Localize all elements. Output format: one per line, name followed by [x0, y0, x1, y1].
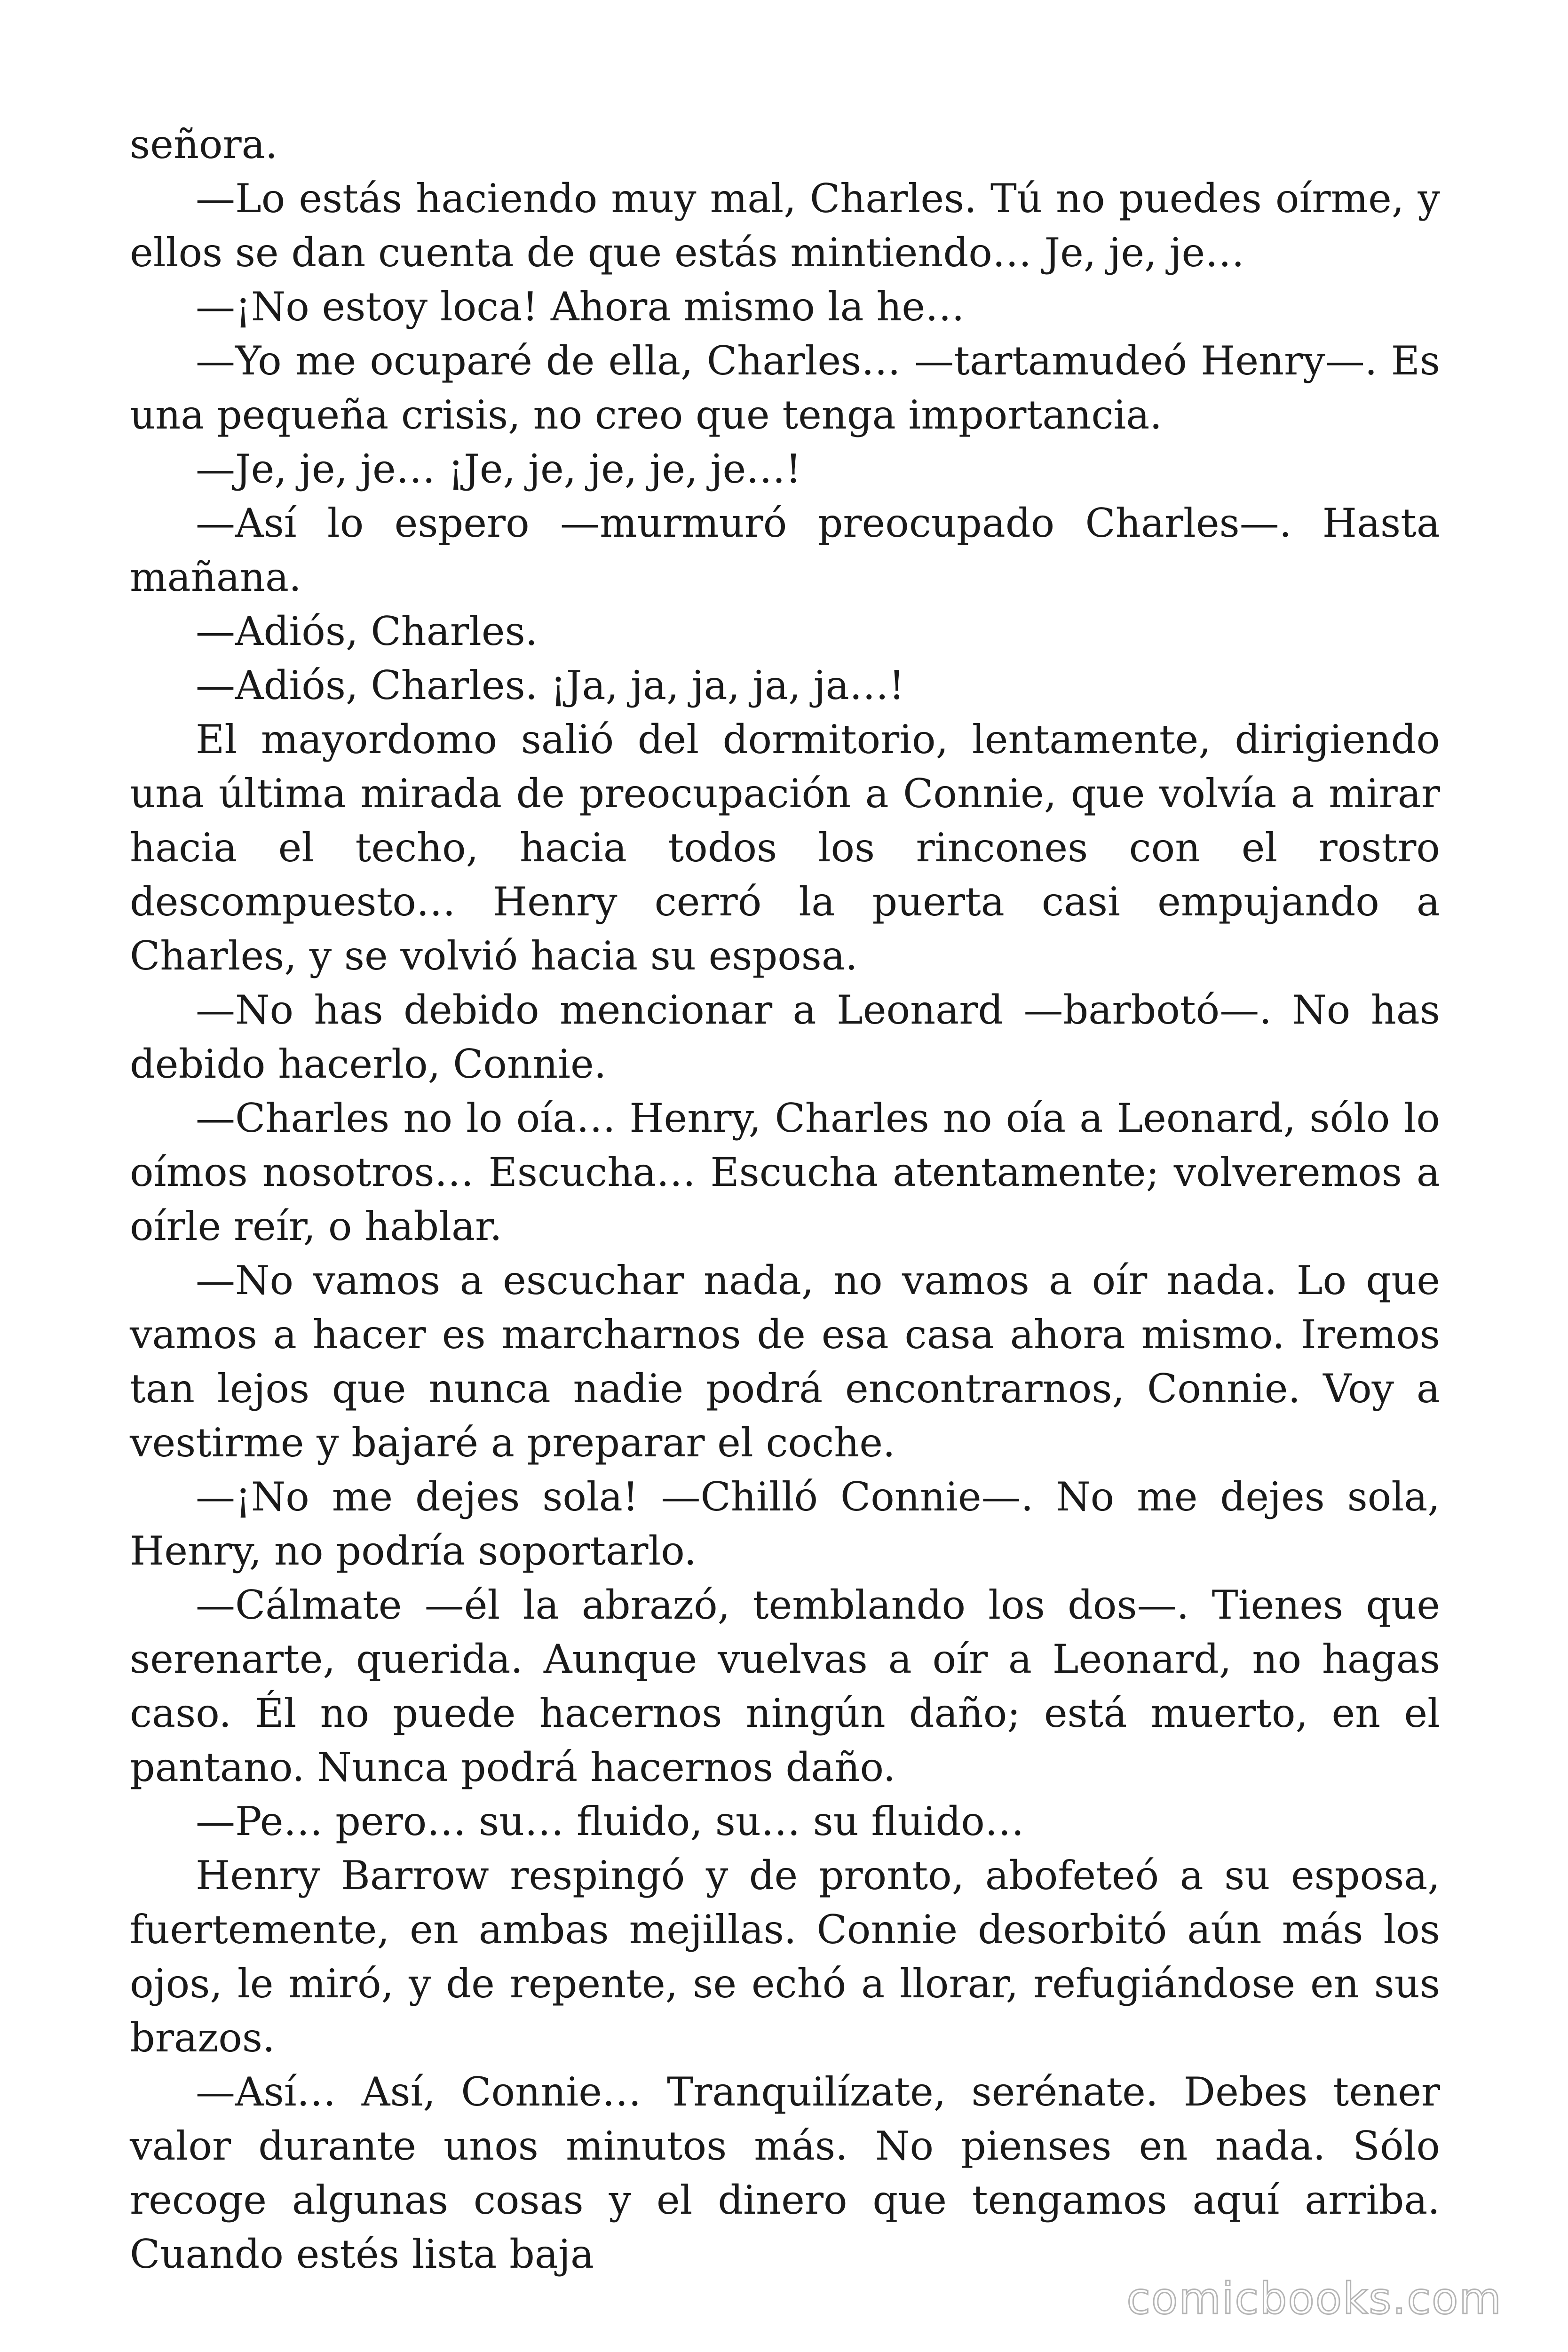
- watermark: comicbooks.com: [1126, 2273, 1502, 2324]
- paragraph: señora.: [130, 121, 278, 167]
- paragraph: —Así… Así, Connie… Tranquilízate, serénate. Debes tener valor durante unos minutos más. No pienses en nada. Sólo recoge algunas cosas y el dinero que tengamos aquí arriba. Cuando estés lista baja: [130, 2069, 1440, 2277]
- paragraph: Henry Barrow respingó y de pronto, abofeteó a su esposa, fuertemente, en ambas mejillas. Connie desorbitó aún más los ojos, le miró, y de repente, se echó a llorar, refugiándose en sus brazos.: [130, 1852, 1440, 2061]
- paragraph: —Je, je, je… ¡Je, je, je, je, je…!: [196, 446, 801, 492]
- paragraph: El mayordomo salió del dormitorio, lentamente, dirigiendo una última mirada de preocupación a Connie, que volvía a mirar hacia el techo, hacia todos los rincones con el rostro descompuesto… Henry cerró la puerta casi empujando a Charles, y se volvió hacia su esposa.: [130, 716, 1440, 979]
- paragraph: —Charles no lo oía… Henry, Charles no oía a Leonard, sólo lo oímos nosotros… Escucha… Escucha atentamente; volveremos a oírle reír, o hablar.: [130, 1095, 1440, 1249]
- book-page: [130, 118, 1440, 2281]
- paragraph: —¡No me dejes sola! —Chilló Connie—. No me dejes sola, Henry, no podría soportarlo.: [130, 1474, 1440, 1574]
- paragraph: —Adiós, Charles.: [196, 608, 538, 654]
- paragraph: —Cálmate —él la abrazó, temblando los dos—. Tienes que serenarte, querida. Aunque vuelvas a oír a Leonard, no hagas caso. Él no puede hacernos ningún daño; está muerto, en el pantano. Nunca podrá hacernos daño.: [130, 1582, 1440, 1790]
- paragraph: —Así lo espero —murmuró preocupado Charles—. Hasta mañana.: [130, 500, 1440, 600]
- paragraph: —Adiós, Charles. ¡Ja, ja, ja, ja, ja…!: [196, 662, 905, 708]
- paragraph: —¡No estoy loca! Ahora mismo la he…: [196, 284, 965, 330]
- paragraph: —Yo me ocuparé de ella, Charles… —tartamudeó Henry—. Es una pequeña crisis, no creo que tenga importancia.: [130, 338, 1440, 438]
- paragraph: —No has debido mencionar a Leonard —barbotó—. No has debido hacerlo, Connie.: [130, 987, 1440, 1087]
- paragraph: —No vamos a escuchar nada, no vamos a oír nada. Lo que vamos a hacer es marcharnos de esa casa ahora mismo. Iremos tan lejos que nunca nadie podrá encontrarnos, Connie. Voy a vestirme y bajaré a preparar el coche.: [130, 1257, 1440, 1466]
- paragraph: —Lo estás haciendo muy mal, Charles. Tú no puedes oírme, y ellos se dan cuenta de que estás mintiendo… Je, je, je…: [130, 175, 1440, 276]
- paragraph: —Pe… pero… su… fluido, su… su fluido…: [196, 1798, 1024, 1844]
